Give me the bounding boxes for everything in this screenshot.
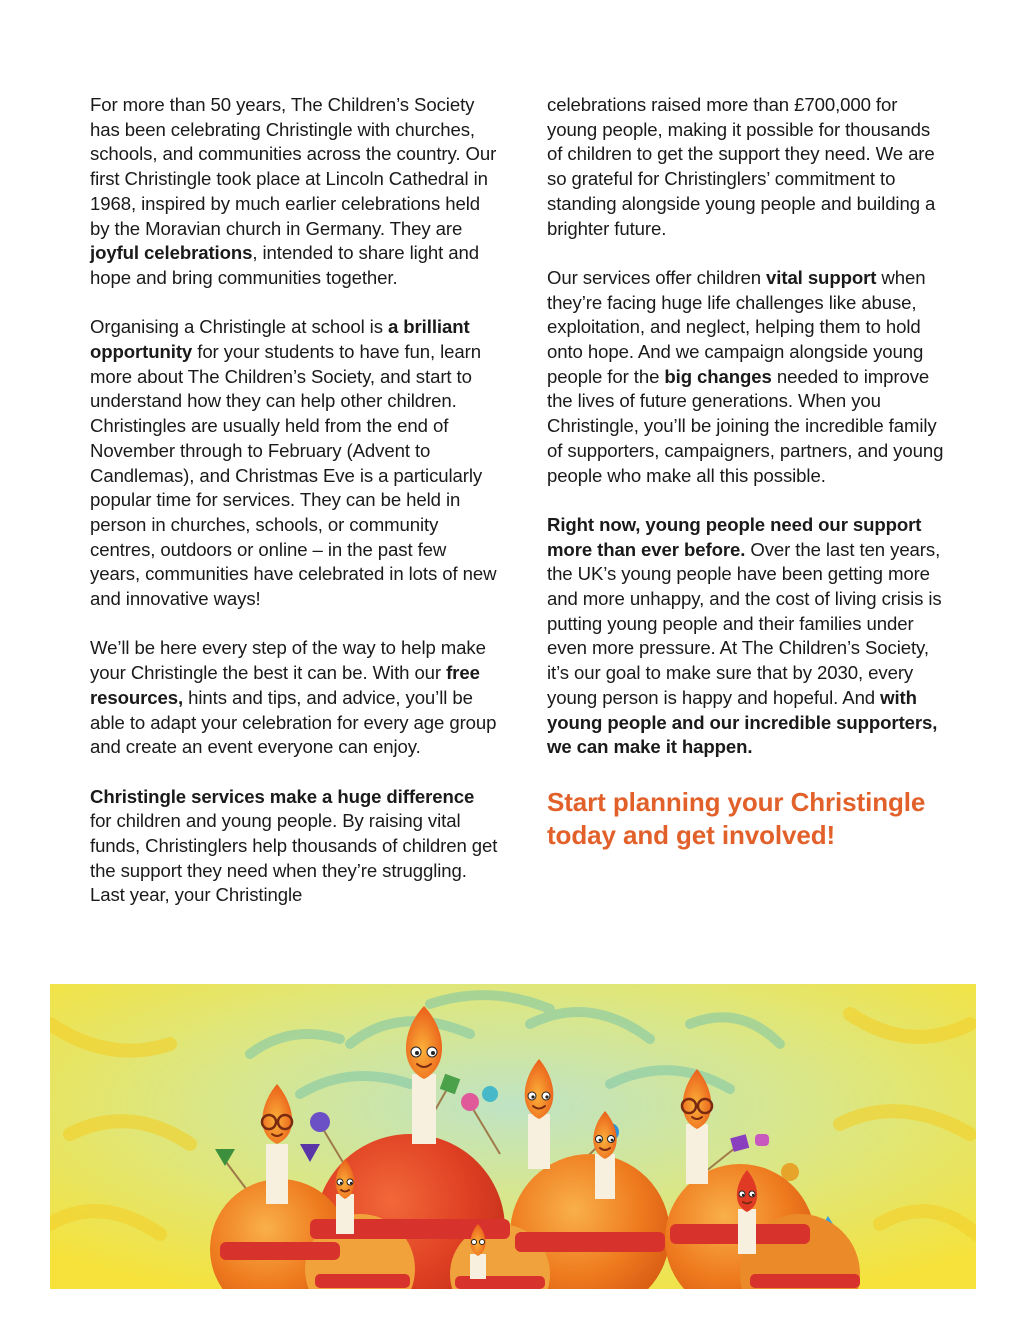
call-to-action-heading: Start planning your Christingle today and get involved! [547, 786, 926, 850]
right-text-column [547, 93, 947, 852]
right-now-paragraph: Right now, young people need our support more than ever before. Over the last ten years, the UK’s young people have been getting more and more unhappy, and the cost of living crisis is putting young people and their families under even more pressure. At The Children’s Society, it’s our goal to make sure that by 2030, every young person is happy and hopeful. And with young people and our incredible supporters, we can make it happen. [547, 513, 942, 758]
christingle-scene [50, 984, 976, 1289]
bold-free-resources: free resources, [90, 662, 480, 708]
school-paragraph: Organising a Christingle at school is a brilliant opportunity for your students to have fun, learn more about The Children’s Society, and start to understand how they can help other children. Christingles are usually held from the end of November through to February (Advent to Candlemas), and Christmas Eve is a particularly popular time for services. They can be held in person in churches, schools, or community centres, outdoors or online – in the past few years, communities have celebrated in lots of new and innovative ways! [90, 316, 497, 610]
bold-brilliant-opportunity: a brilliant opportunity [90, 316, 470, 363]
intro-paragraph: For more than 50 years, The Children’s Society has been celebrating Christingle with churches, schools, and communities across the country. Our first Christingle took place at Lincoln Cathedral in 1968, inspired by much earlier celebrations held by the Moravian church in Germany. They are joyful celebrations, intended to share light and hope and bring communities together. [90, 94, 497, 288]
bold-right-now: Right now, young people need our support more than ever before. [547, 513, 922, 560]
christingle-illustration [50, 984, 976, 1289]
bold-make-it-happen: with young people and our incredible supporters, we can make it happen. [547, 686, 938, 758]
services-paragraph: Our services offer children vital support when they’re facing huge life challenges like abuse, exploitation, and neglect, helping them to hold onto hope. And we campaign alongside young people for the big changes needed to improve the lives of future generations. When you Christingle, you’ll be joining the incredible family of supporters, campaigners, partners, and young people who make all this possible. [547, 266, 944, 486]
left-text-column [90, 93, 500, 908]
raised-paragraph: celebrations raised more than £700,000 for young people, making it possible for thousands of children to get the support they need. We are so grateful for Christinglers’ commitment to standing alongside young people and building a brighter future. [547, 94, 936, 239]
bold-joyful-celebrations: joyful celebrations [90, 242, 253, 264]
bold-big-changes: big changes [664, 365, 772, 387]
bold-vital-support: vital support [766, 266, 877, 288]
support-paragraph: We’ll be here every step of the way to help make your Christingle the best it can be. With our free resources, hints and tips, and advice, you’ll be able to adapt your celebration for every age group and create an event everyone can enjoy. [90, 637, 497, 758]
bold-huge-difference: Christingle services make a huge difference [90, 785, 475, 807]
difference-paragraph: Christingle services make a huge difference for children and young people. By raising vital funds, Christinglers help thousands of children get the support they need when they’re struggling. Last year, your Christingle [90, 785, 498, 906]
